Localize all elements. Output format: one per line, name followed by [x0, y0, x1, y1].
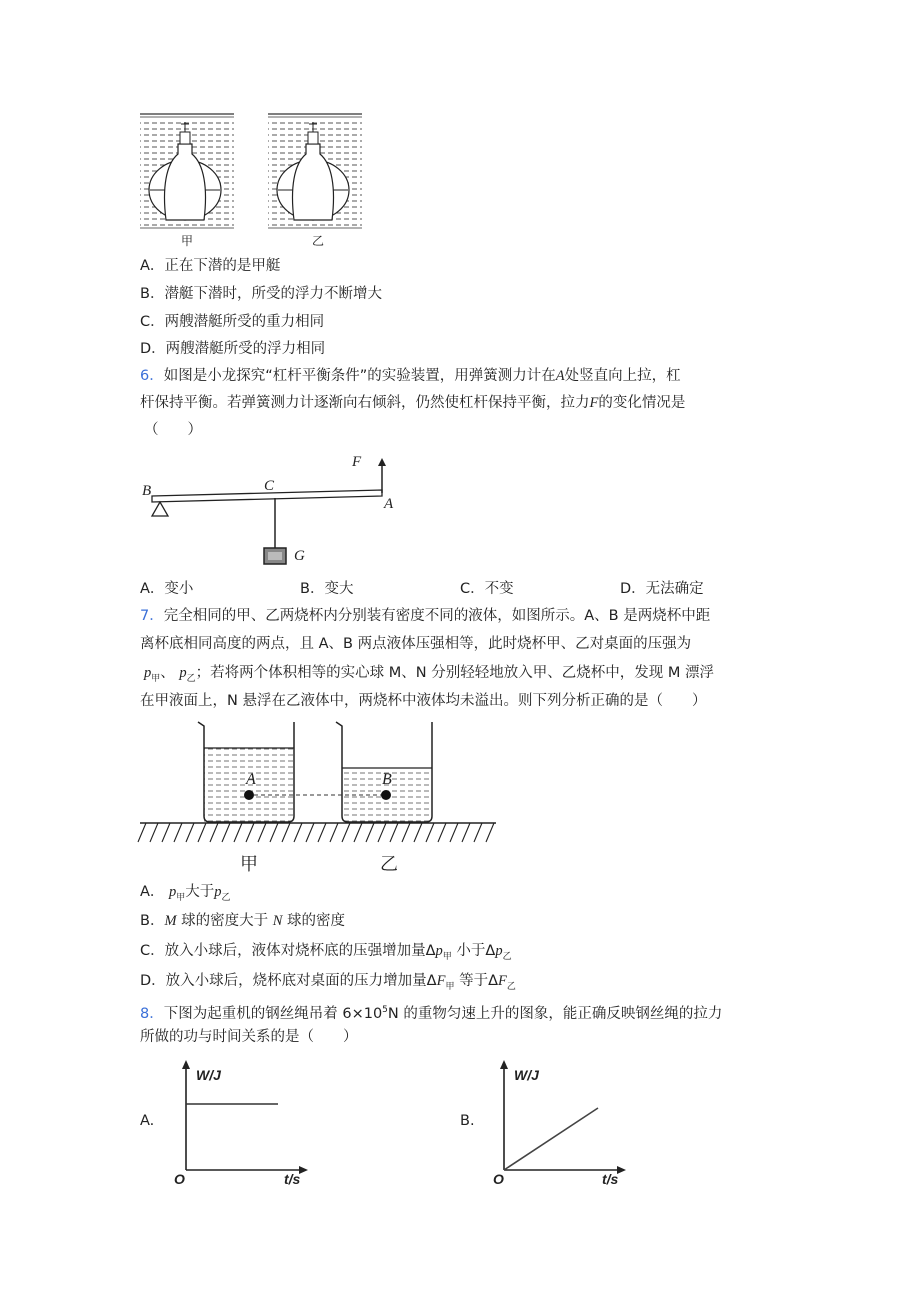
submarine-figure	[136, 108, 376, 253]
graph-a-ylabel: W/J	[196, 1067, 221, 1083]
q6-option-c: C．不变	[460, 581, 514, 597]
q6-option-d: D．无法确定	[620, 581, 704, 597]
beakers-figure	[136, 716, 502, 878]
graph-b-ylabel: W/J	[514, 1067, 539, 1083]
label-beaker-jia: 甲	[240, 854, 258, 875]
graph-b-xlabel: t/s	[602, 1171, 619, 1187]
label-c: C	[264, 478, 275, 494]
label-point-b: B	[382, 771, 392, 788]
q6-stem-line1: 6．如图是小龙探究“杠杆平衡条件”的实验装置，用弹簧测力计在A处竖直向上拉，杠	[140, 368, 681, 384]
q8-number: 8．	[140, 1005, 164, 1022]
graph-a-xlabel: t/s	[284, 1171, 301, 1187]
q8-stem-line1: 8．下图为起重机的钢丝绳吊着 $6\times 10^5N$ 的重物匀速上升的图象，能正确反映钢丝绳的拉力	[140, 1005, 723, 1022]
q8-graph-b	[490, 1058, 640, 1188]
q6-number: 6．	[140, 368, 164, 384]
q8-graph-a	[170, 1058, 320, 1188]
q6-option-a: A．变小	[140, 581, 194, 597]
q6-option-b: B．变大	[300, 581, 354, 597]
q7-option-c: C．放入小球后，液体对烧杯底的压强增加量$\Delta p_甲$ 小于$\Delta p_乙$	[140, 943, 512, 962]
q5-option-a: A．正在下潜的是甲艇	[140, 258, 281, 274]
q6-stem-line2: 杆保持平衡。若弹簧测力计逐渐向右倾斜，仍然使杠杆保持平衡，拉力F的变化情况是	[140, 395, 686, 411]
q8-graph-b-label: B.	[460, 1113, 475, 1129]
label-b: B	[142, 483, 152, 499]
label-g: G	[294, 548, 305, 564]
q7-stem-line3: $p_甲$、 $p_乙$；若将两个体积相等的实心球 M、N 分别轻轻地放入甲、乙烧杯中，发现 M 漂浮	[144, 665, 714, 684]
lever-figure	[138, 450, 408, 575]
q8-stem-line2: 所做的功与时间关系的是（ ）	[140, 1029, 358, 1045]
q7-stem-line1: 7．完全相同的甲、乙两烧杯内分别装有密度不同的液体，如图所示。A、B 是两烧杯中距	[140, 608, 711, 624]
label-point-a: A	[246, 771, 256, 788]
q7-option-b: B．M 球的密度大于 N 球的密度	[140, 913, 346, 929]
submarine-yi	[268, 114, 362, 228]
q7-stem-line2: 离杯底相同高度的两点，且 A、B 两点液体压强相等，此时烧杯甲、乙对桌面的压强为	[140, 636, 692, 652]
label-jia: 甲	[181, 234, 194, 248]
q5-option-c: C．两艘潜艇所受的重力相同	[140, 314, 325, 330]
label-a: A	[384, 496, 394, 512]
q5-option-d: D．两艘潜艇所受的浮力相同	[140, 341, 326, 357]
q6-paren: （ ）	[144, 422, 202, 438]
graph-b-origin: O	[493, 1171, 504, 1187]
q8-graph-a-label: A.	[140, 1113, 155, 1129]
q7-stem-line4: 在甲液面上，N 悬浮在乙液体中，两烧杯中液体均未溢出。则下列分析正确的是（ ）	[140, 693, 707, 709]
label-yi: 乙	[312, 234, 325, 248]
graph-a-origin: O	[174, 1171, 185, 1187]
table-hatching	[138, 823, 494, 842]
q7-number: 7．	[140, 608, 164, 624]
submarine-jia	[140, 114, 234, 228]
q5-option-b: B．潜艇下潜时，所受的浮力不断增大	[140, 286, 382, 302]
q7-option-a: A． $p_甲$大于$p_乙$	[140, 884, 231, 903]
label-f: F	[352, 454, 362, 470]
label-beaker-yi: 乙	[380, 854, 398, 875]
q7-option-d: D．放入小球后，烧杯底对桌面的压力增加量$\Delta F_甲$ 等于$\Delta F_乙$	[140, 973, 516, 992]
